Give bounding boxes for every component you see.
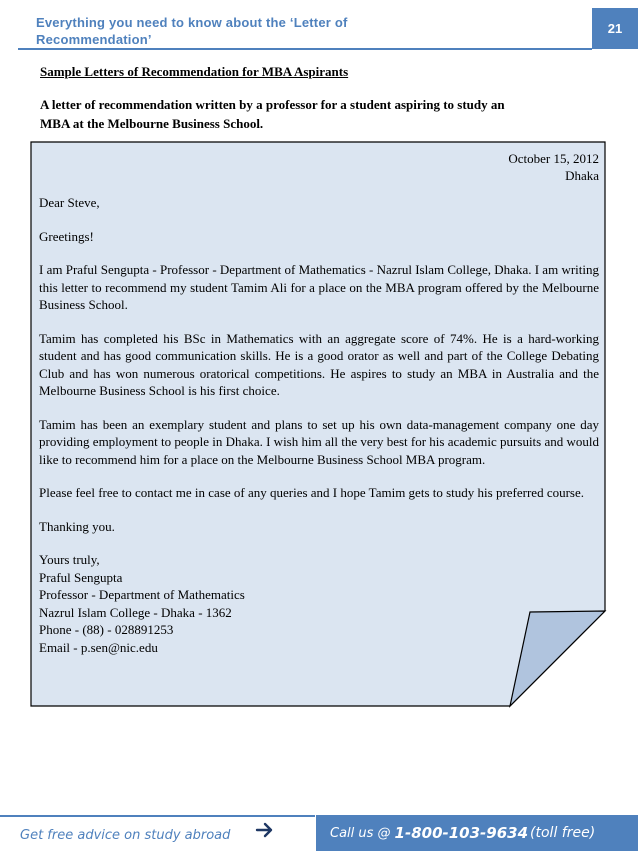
footer-call-label: Call us @ bbox=[330, 825, 391, 841]
letter-greeting: Greetings! bbox=[39, 228, 94, 244]
letter-place: Dhaka bbox=[565, 168, 599, 183]
footer-call-bar[interactable] bbox=[316, 815, 638, 851]
letter-thanks: Thanking you. bbox=[39, 518, 115, 534]
arrow-right-icon bbox=[255, 822, 275, 838]
letter-paragraph: Please feel free to contact me in case of any queries and I hope Tamim gets to study his preferred course. bbox=[39, 485, 585, 500]
letter-salutation: Dear Steve, bbox=[39, 195, 100, 210]
header-title-line1: Everything you need to know about the ‘Letter of bbox=[36, 15, 348, 30]
letter-date-block bbox=[39, 150, 599, 184]
signature-name: Praful Sengupta bbox=[39, 569, 123, 585]
page-number-badge: 21 bbox=[592, 8, 638, 49]
letter-date: October 15, 2012 bbox=[508, 151, 599, 166]
letter-paragraph: I am Praful Sengupta - Professor - Department of Mathematics - Nazrul Islam College, Dhaka. I am writing this letter to recommend my student Tamim Ali for a place on the MBA program offered by the Melbourne Business School. bbox=[39, 262, 599, 312]
signature-title: Professor - Department of Mathematics bbox=[39, 587, 245, 602]
signature-closing: Yours truly, bbox=[39, 552, 100, 567]
letter-paragraph: Tamim has completed his BSc in Mathematics with an aggregate score of 74%. He is a hard-working student and has good communication skills. He is a good orator as well and part of the College Debating Club and has won numerous oratorical competitions. He aspires to study an MBA in Australia and the Melbourne Business School is his first choice. bbox=[39, 330, 599, 398]
footer-advice-text: Get free advice on study abroad bbox=[20, 827, 231, 843]
footer-phone-number[interactable]: 1-800-103-9634 bbox=[394, 824, 529, 842]
footer-toll-free: (toll free) bbox=[530, 825, 596, 841]
header-title-line2: Recommendation’ bbox=[36, 32, 152, 47]
section-intro-line1: A letter of recommendation written by a professor for a student aspiring to study an bbox=[40, 97, 505, 112]
section-intro-line2: MBA at the Melbourne Business School. bbox=[40, 116, 264, 131]
signature-email: Email - p.sen@nic.edu bbox=[39, 639, 158, 655]
signature-phone: Phone - (88) - 028891253 bbox=[39, 622, 174, 637]
letter-body bbox=[39, 150, 599, 656]
signature-college: Nazrul Islam College - Dhaka - 1362 bbox=[39, 604, 232, 620]
section-title: Sample Letters of Recommendation for MBA Aspirants bbox=[40, 64, 349, 79]
letter-signature bbox=[39, 551, 599, 656]
letter-paragraph: Tamim has been an exemplary student and plans to set up his own data-management company one day providing employment to people in Dhaka. I wish him all the very best for his academic pursuits and would like to recommend him for a place on the Melbourne Business School MBA program. bbox=[39, 416, 599, 467]
